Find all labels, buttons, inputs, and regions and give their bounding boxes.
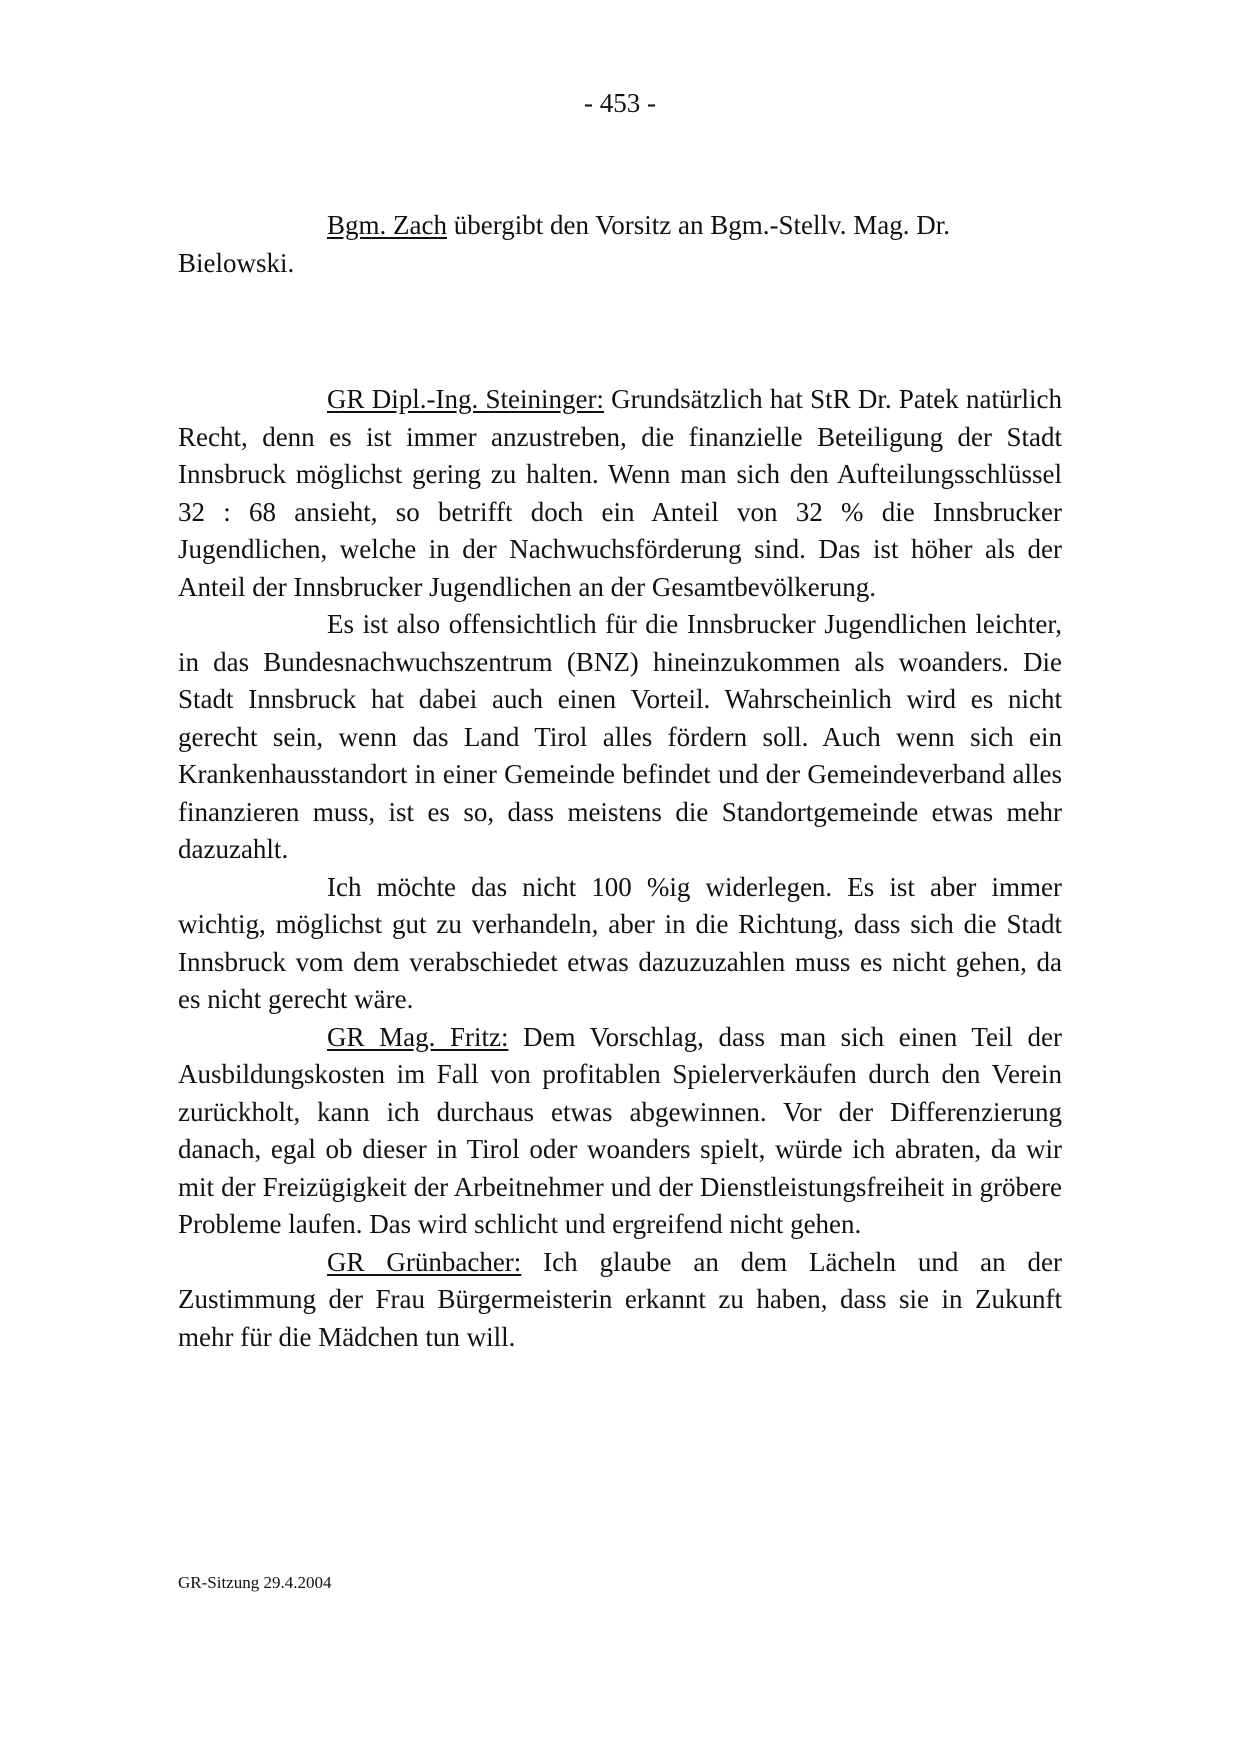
paragraph-text: Ich glaube an dem Lächeln und an der Zustimmung der Frau Bürgermeisterin erkannt zu haben, dass sie in Zukunft mehr für die Mädchen tun will. — [178, 1246, 1062, 1352]
speaker-fritz: GR Mag. Fritz: — [327, 1021, 509, 1052]
speaker-steininger: GR Dipl.-Ing. Steininger: — [327, 384, 604, 414]
paragraph-text: Dem Vorschlag, dass man sich einen Teil der Ausbildungskosten im Fall von profitablen Spielerverkäufen durch den Verein zurückholt, kann ich durchaus etwas abgewinnen. Vor der Differenzierung danach, egal ob dieser in Tirol oder woanders spielt, würde ich abraten, da wir mit der Freizügigkeit der Arbeitnehmer und der Dienstleistungsfreiheit in gröbere Probleme laufen. Das wird schlicht und ergreifend nicht gehen. — [178, 1021, 1062, 1239]
paragraph-text: Grundsätzlich hat StR Dr. Patek natürlich Recht, denn es ist immer anzustreben, die finanzielle Beteiligung der Stadt Innsbruck möglichst gering zu halten. Wenn man sich den Aufteilungsschlüssel 32 : 68 ansieht, so betrifft doch ein Anteil von 32 % die Innsbrucker Jugendlichen, welche in der Nachwuchsförderung sind. Das ist höher als der Anteil der Innsbrucker Jugendlichen an der Gesamtbevölkerung. — [178, 384, 1062, 602]
debate-block — [178, 381, 1062, 1356]
paragraph-text: Es ist also offensichtlich für die Innsbrucker Jugendlichen leichter, in das Bundesnachwuchszentrum (BNZ) hineinzukommen als woanders. Die Stadt Innsbruck hat dabei auch einen Vorteil. Wahrscheinlich wird es nicht gerecht sein, wenn das Land Tirol alles fördern soll. Auch wenn sich ein Krankenhausstandort in einer Gemeinde befindet und der Gemeindeverband alles finanzieren muss, ist es so, dass meistens die Standortgemeinde etwas mehr dazuzahlt. — [178, 609, 1062, 864]
paragraph-steininger — [178, 381, 1062, 606]
paragraph-text: übergibt den Vorsitz an Bgm.-Stellv. Mag. Dr. Bielowski. — [178, 210, 950, 278]
paragraph-text: Ich möchte das nicht 100 %ig widerlegen. Es ist aber immer wichtig, möglichst gut zu verhandeln, aber in die Richtung, dass sich die Stadt Innsbruck vom dem verabschiedet etwas dazuzuzahlen muss es nicht gehen, da es nicht gerecht wäre. — [178, 871, 1062, 1014]
paragraph-chair-handover — [178, 207, 1062, 282]
speaker-gruenbacher: GR Grünbacher: — [327, 1246, 522, 1277]
paragraph-gruenbacher — [178, 1244, 1062, 1357]
footer-session-label: GR-Sitzung 29.4.2004 — [178, 1573, 332, 1592]
paragraph-fritz — [178, 1019, 1062, 1244]
speaker-bgm-zach: Bgm. Zach — [327, 210, 447, 240]
page-number: - 453 - — [584, 88, 656, 118]
paragraph-steininger-continued-2 — [178, 869, 1062, 1019]
chair-handover-block — [178, 207, 1062, 282]
paragraph-steininger-continued-1 — [178, 606, 1062, 869]
